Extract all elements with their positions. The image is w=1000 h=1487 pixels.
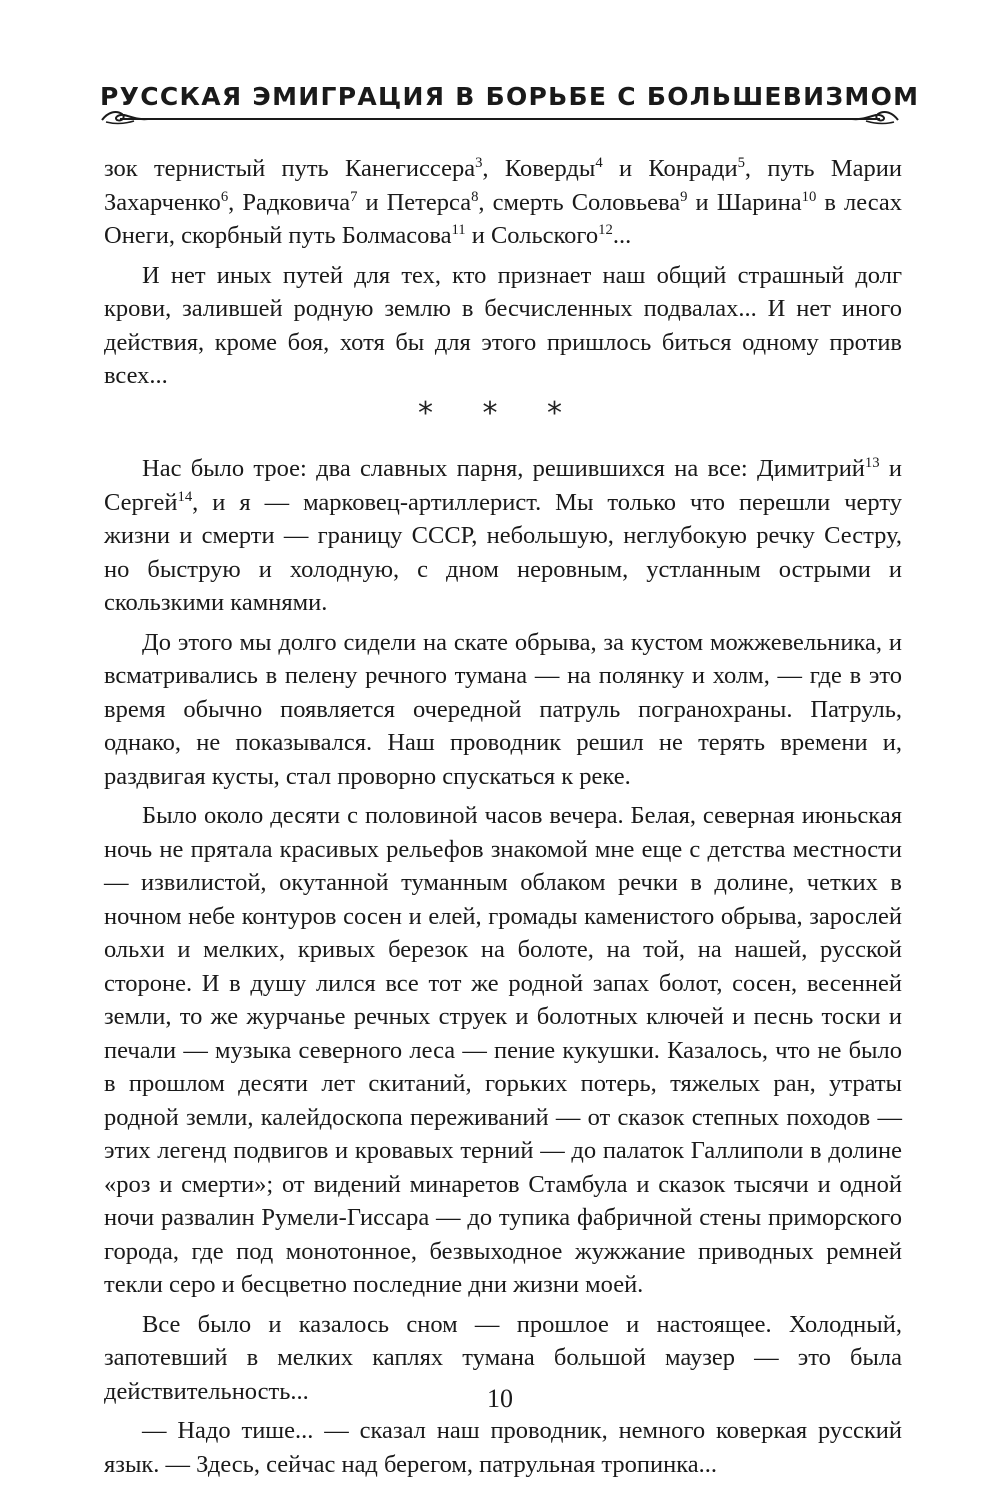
text-run: Было около десяти с половиной часов вечера. Белая, северная июньская ночь не прятала красивых рельефов знакомой мне еще с детства местности — извилистой, окутанной туманным облаком речки в долине, четких в ночном небе контуров сосен и елей, громады каменистого обрыва, зарослей ольхи и мелких, кривых березок на болоте, на той, на нашей, русской стороне. И в душу лился все тот же родной запах болот, сосен, весенней земли, то же журчанье речных струек и болотных ключей и песнь тоски и печали — музыка северного леса — пение кукушки. Казалось, что не было в прошлом десяти лет скитаний, горьких потерь, тяжелых ран, утраты родной земли, калейдоскопа переживаний — от сказок степных походов — этих легенд подвигов и кровавых терний — до палаток Галлиполи в долине «роз и смерти»; от видений минаретов Стамбула и сказок тысячи и одной ночи развалин Румели-Гиссара — до тупика фабричной стены приморского города, где под монотонное, безвыходное жужжание приводных ремней текли серо и бесцветно последние дни жизни моей. (104, 802, 902, 1298)
section-separator: * * * (417, 396, 583, 431)
page-number: 10 (487, 1384, 513, 1413)
footnote-ref: 7 (350, 188, 358, 205)
text-run: и Сергей (104, 455, 902, 516)
paragraph (104, 799, 902, 1302)
text-run: зок тернистый путь Канегиссера (104, 155, 476, 182)
text-block-bottom (104, 452, 902, 1487)
text-run: и Конради (602, 155, 738, 182)
header-title: РУССКАЯ ЭМИГРАЦИЯ В БОРЬБЕ С БОЛЬШЕВИЗМОМ (100, 82, 920, 111)
text-block-top (104, 152, 902, 399)
footnote-ref: 9 (680, 188, 688, 205)
running-header (100, 78, 920, 126)
paragraph (104, 452, 902, 620)
text-run: Нас было трое: два славных парня, решившихся на все: Димитрий (142, 455, 865, 482)
text-run: в лесах Онеги, скорбный путь Болмасова (104, 188, 903, 249)
right-flourish-ornament (852, 102, 900, 126)
footnote-ref: 10 (801, 188, 817, 205)
footnote-ref: 3 (475, 154, 483, 171)
text-run: , путь Марии Захарченко (104, 155, 902, 216)
header-rule (120, 118, 880, 120)
paragraph (104, 259, 902, 393)
footnote-ref: 6 (220, 188, 229, 205)
text-run: , Коверды (482, 155, 596, 182)
footnote-ref: 8 (471, 188, 479, 205)
footnote-ref: 5 (737, 154, 745, 171)
text-run: ... (612, 222, 632, 249)
footnote-ref: 12 (598, 221, 613, 238)
text-run: , Радковича (228, 188, 351, 216)
paragraph (104, 626, 902, 794)
footnote-ref: 4 (595, 154, 603, 171)
footnote-ref: 13 (864, 454, 880, 471)
paragraph (104, 152, 902, 253)
text-run: , смерть Соловьева (478, 188, 681, 216)
text-run: и Сольского (465, 222, 599, 249)
paragraph (104, 1414, 902, 1481)
footnote-ref: 14 (177, 488, 193, 505)
text-run: и Петерса (357, 188, 472, 216)
text-run: До этого мы долго сидели на скате обрыва, за кустом можжевельника, и всматривались в пелену речного тумана — на полянку и холм, — где в это время обычно появляется очередной патруль погранохраны. Патруль, однако, не показывался. Наш проводник решил не терять времени и, раздвигая кусты, стал проворно спускаться к реке. (104, 628, 902, 790)
footnote-ref: 11 (451, 221, 466, 238)
text-run: , и я — марковец-артиллерист. Мы только что перешли черту жизни и смерти — границу СССР, небольшую, неглубокую речку Сестру, но быструю и холодную, с дном неровным, устланным острыми и скользкими камнями. (104, 488, 902, 616)
text-run: и Шарина (687, 188, 802, 216)
text-run: Все было и казалось сном — прошлое и настоящее. Холодный, запотевший в мелких каплях тумана большой маузер — это была действительность... (104, 1310, 902, 1405)
text-run: И нет иных путей для тех, кто признает наш общий страшный долг крови, залившей родную землю в бесчисленных подвалах... И нет иного действия, кроме боя, хотя бы для этого пришлось биться одному против всех... (104, 261, 902, 389)
text-run: — Надо тише... — сказал наш проводник, немного коверкая русский язык. — Здесь, сейчас над берегом, патрульная тропинка... (104, 1417, 902, 1478)
